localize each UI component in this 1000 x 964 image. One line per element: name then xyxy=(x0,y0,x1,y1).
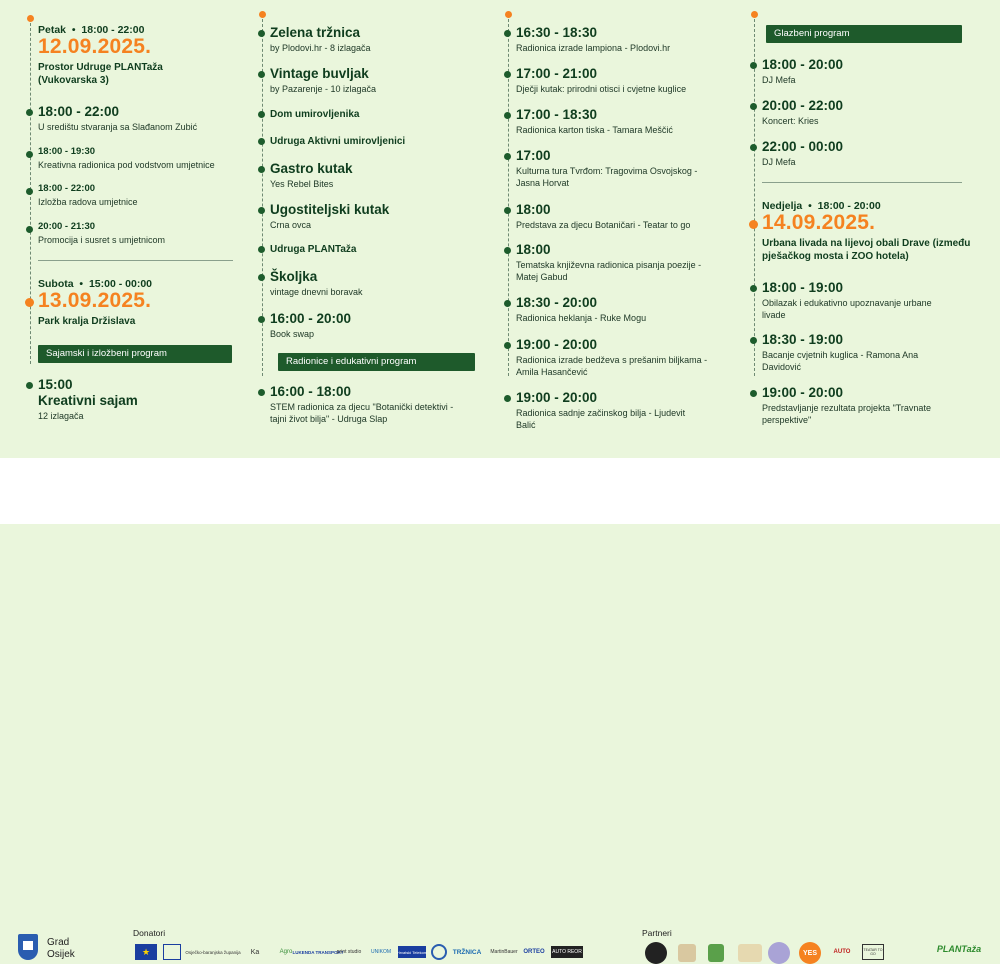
eu-flag-icon: ★ xyxy=(135,944,157,960)
event-time: 17:00 - 18:30 xyxy=(516,107,598,122)
stand-item xyxy=(262,25,477,54)
event-title: Kreativni sajam xyxy=(38,393,138,408)
event-item xyxy=(754,57,969,86)
donor-logo-lukenda: LUKENDA TRANSPORT xyxy=(292,949,344,955)
event-time: 17:00 - 21:00 xyxy=(516,66,598,81)
timeline-dot xyxy=(26,188,33,195)
event-desc: Kreativna radionica pod vodstvom umjetnice xyxy=(38,160,215,170)
divider xyxy=(762,182,962,183)
event-item xyxy=(508,295,733,324)
event-time: 19:00 - 20:00 xyxy=(762,385,844,400)
event-item xyxy=(508,66,733,95)
event-time: 19:00 - 20:00 xyxy=(516,390,598,405)
stand-name: Ugostiteljski kutak xyxy=(270,202,390,217)
event-time: 16:30 - 18:30 xyxy=(516,25,598,40)
stand-item xyxy=(262,108,477,121)
date-heading: 13.09.2025. xyxy=(38,289,152,312)
event-time: 15:00 xyxy=(38,377,73,392)
event-desc: STEM radionica za djecu "Botanički detektivi - tajni život bilja" - Udruga Slap xyxy=(270,402,454,424)
event-desc: Radionica karton tiska - Tamara Meščić xyxy=(516,125,673,135)
city-crest-icon xyxy=(18,934,38,960)
event-item xyxy=(508,242,733,283)
partner-logo-teatar: TEATAR TO GO xyxy=(862,944,884,960)
event-time: 18:00 xyxy=(516,202,551,217)
timeline-dot xyxy=(504,153,511,160)
event-desc: Bacanje cvjetnih kuglica - Ramona Ana Davidović xyxy=(762,350,919,372)
stand-desc: Book swap xyxy=(270,329,315,339)
donor-logo-kamen xyxy=(431,944,447,960)
event-item xyxy=(30,183,240,208)
event-item xyxy=(508,107,733,136)
venue: Park kralja Držislava xyxy=(38,316,136,327)
event-desc: Koncert: Kries xyxy=(762,116,819,126)
stand-item xyxy=(262,243,477,256)
day-name: Nedjelja xyxy=(762,200,803,212)
timeline-dot xyxy=(750,144,757,151)
event-desc: DJ Mefa xyxy=(762,157,796,167)
stand-desc: by Pazarenje - 10 izlagača xyxy=(270,84,377,94)
section-banner-music: Glazbeni program xyxy=(766,25,962,43)
stand-name: Vintage buvljak xyxy=(270,66,369,81)
venue: Urbana livada na lijevoj obali Drave (između pješačkog mosta i ZOO hotela) xyxy=(762,238,971,262)
event-item xyxy=(754,139,969,168)
timeline-dot xyxy=(258,274,265,281)
section-banner-fair: Sajamski i izložbeni program xyxy=(38,345,232,363)
donor-logo-print: print studio xyxy=(336,949,362,955)
event-desc: Predstavljanje rezultata projekta "Travnate perspektive" xyxy=(762,403,931,425)
date-heading: 12.09.2025. xyxy=(38,35,152,58)
timeline-dot xyxy=(750,390,757,397)
event-item xyxy=(754,332,969,373)
stand-name: Udruga Aktivni umirovljenici xyxy=(270,136,406,147)
timeline-dot xyxy=(26,226,33,233)
timeline-dot xyxy=(258,389,265,396)
event-time: 18:00 xyxy=(516,242,551,257)
stand-desc: Yes Rebel Bites xyxy=(270,179,334,189)
timeline-dot xyxy=(258,166,265,173)
day-header-sunday: Nedjelja • 18:00 - 20:00 14.09.2025. Urbana livada na lijevoj obali Drave (između pješačkog mosta i ZOO hotela) xyxy=(754,200,969,263)
partner-logo-auto: AUTO xyxy=(833,949,851,955)
event-desc: 12 izlagača xyxy=(38,411,84,421)
event-item xyxy=(754,280,969,321)
timeline-dot xyxy=(504,247,511,254)
timeline-dot xyxy=(258,207,265,214)
partner-logo-5 xyxy=(768,942,790,964)
event-desc: U središtu stvaranja sa Slađanom Zubić xyxy=(38,122,198,132)
venue: Prostor Udruge PLANTaža (Vukovarska 3) xyxy=(38,62,163,86)
timeline-dot xyxy=(504,30,511,37)
stand-item xyxy=(262,311,477,340)
date-heading: 14.09.2025. xyxy=(762,211,876,234)
event-time: 19:00 - 20:00 xyxy=(516,337,598,352)
event-time: 18:00 - 19:30 xyxy=(38,146,96,157)
timeline-dot xyxy=(26,109,33,116)
day-header-friday: Petak • 18:00 - 22:00 12.09.2025. Prostor Udruge PLANTaža (Vukovarska 3) xyxy=(30,24,240,87)
event-time: 18:00 - 20:00 xyxy=(762,57,844,72)
stand-item xyxy=(262,202,477,231)
donor-logo-agro: Agro xyxy=(279,949,293,955)
partners-label: Partneri xyxy=(642,928,672,938)
timeline-dot xyxy=(504,300,511,307)
day-time: 18:00 - 22:00 xyxy=(81,24,145,36)
event-item xyxy=(30,377,240,422)
event-desc: Radionica heklanja - Ruke Mogu xyxy=(516,313,647,323)
event-time: 18:00 - 19:00 xyxy=(762,280,844,295)
day-time: 15:00 - 00:00 xyxy=(88,278,152,290)
stand-name: 16:00 - 20:00 xyxy=(270,311,352,326)
timeline-dot xyxy=(258,246,265,253)
event-desc: Dječji kutak: prirodni otisci i cvjetne kuglice xyxy=(516,84,687,94)
timeline-dot xyxy=(750,103,757,110)
event-time: 17:00 xyxy=(516,148,551,163)
column-music-sunday xyxy=(754,0,969,458)
timeline-dot xyxy=(26,151,33,158)
donor-logo-county: Osječko-baranjska županija xyxy=(185,949,241,955)
event-item xyxy=(30,221,240,246)
donor-logo-martinbauer: MartinBauer xyxy=(490,949,518,955)
donors-label: Donatori xyxy=(133,928,166,938)
event-time: 16:00 - 18:00 xyxy=(270,384,352,399)
event-desc: Radionica izrade lampiona - Plodovi.hr xyxy=(516,43,671,53)
stand-item xyxy=(262,66,477,95)
event-desc: Tematska književna radionica pisanja poezije - Matej Gabud xyxy=(516,260,702,282)
day-header-saturday: Subota • 15:00 - 00:00 13.09.2025. Park kralja Držislava xyxy=(30,278,240,328)
timeline-dot xyxy=(504,395,511,402)
donor-logo-telekom: Hrvatski Telekom xyxy=(398,946,426,958)
event-time: 18:30 - 19:00 xyxy=(762,332,844,347)
event-time: 20:00 - 22:00 xyxy=(762,98,844,113)
stand-name: Zelena tržnica xyxy=(270,25,361,40)
stand-name: Dom umirovljenika xyxy=(270,109,360,120)
event-item xyxy=(508,25,733,54)
event-desc: Kulturna tura Tvrđom: Tragovima Osvojskog - Jasna Horvat xyxy=(516,166,698,188)
donor-logo-unikom: UNIKOM xyxy=(371,949,391,955)
stand-item xyxy=(262,269,477,298)
event-item xyxy=(30,146,240,171)
timeline-dot xyxy=(25,298,34,307)
sponsor-footer xyxy=(0,458,1000,960)
event-item xyxy=(754,98,969,127)
stand-name: Školjka xyxy=(270,269,318,284)
timeline-dot xyxy=(504,342,511,349)
event-time: 20:00 - 21:30 xyxy=(38,221,96,232)
donor-logo-orteo: ORTEO xyxy=(523,949,545,955)
timeline-dot xyxy=(504,207,511,214)
timeline-dot xyxy=(258,30,265,37)
event-item xyxy=(508,202,733,231)
timeline-dot xyxy=(258,111,265,118)
event-desc: DJ Mefa xyxy=(762,75,796,85)
column-friday-saturday xyxy=(30,0,240,458)
event-item xyxy=(754,385,969,426)
stand-desc: by Plodovi.hr - 8 izlagača xyxy=(270,43,371,53)
city-name: Grad Osijek xyxy=(47,937,75,960)
timeline-dot xyxy=(258,71,265,78)
partner-logo-3 xyxy=(708,944,724,962)
divider xyxy=(38,260,233,261)
stand-item xyxy=(262,161,477,190)
donor-logo-autoreor: AUTO REOR xyxy=(551,946,583,958)
stand-item xyxy=(262,135,477,148)
timeline-dot xyxy=(504,112,511,119)
timeline-dot xyxy=(750,285,757,292)
partner-logo-2 xyxy=(678,944,696,962)
stand-desc: vintage dnevni boravak xyxy=(270,287,363,297)
partner-logo-yes: YES xyxy=(799,942,821,964)
column-workshops xyxy=(508,0,733,458)
event-item xyxy=(30,104,240,133)
timeline-dot xyxy=(26,382,33,389)
day-time: 18:00 - 20:00 xyxy=(817,200,881,212)
event-time: 22:00 - 00:00 xyxy=(762,139,844,154)
column-stands-workshops xyxy=(262,0,477,458)
timeline-dot xyxy=(749,220,758,229)
timeline-dot xyxy=(504,71,511,78)
event-item xyxy=(508,148,733,189)
donor-logo-ka: Ka xyxy=(250,948,260,956)
partner-logo-4 xyxy=(738,944,762,962)
timeline-dot xyxy=(750,62,757,69)
day-name: Petak xyxy=(38,24,67,36)
timeline-dot xyxy=(258,138,265,145)
stand-name: Udruga PLANTaža xyxy=(270,244,357,255)
section-banner-workshops: Radionice i edukativni program xyxy=(278,353,475,371)
event-desc: Radionica sadnje začinskog bilja - Ljudevit Balić xyxy=(516,408,686,430)
stand-desc: Crna ovca xyxy=(270,220,312,230)
event-time: 18:00 - 22:00 xyxy=(38,183,96,194)
event-desc: Obilazak i edukativno upoznavanje urbane livade xyxy=(762,298,932,320)
event-item xyxy=(262,384,477,425)
event-desc: Radionica izrade bedževa s prešanim biljkama - Amila Hasančević xyxy=(516,355,708,377)
day-name: Subota xyxy=(38,278,74,290)
event-time: 18:00 - 22:00 xyxy=(38,104,120,119)
event-desc: Promocija i susret s umjetnicom xyxy=(38,235,166,245)
event-desc: Izložba radova umjetnice xyxy=(38,197,138,207)
stand-name: Gastro kutak xyxy=(270,161,353,176)
event-item xyxy=(508,390,733,431)
event-desc: Predstava za djecu Botaničari - Teatar to go xyxy=(516,220,691,230)
ministry-logo xyxy=(163,944,181,960)
plantaza-logo: PLANTaža xyxy=(936,944,982,954)
event-item xyxy=(508,337,733,378)
donor-logo-trznica: TRŽNICA xyxy=(452,948,482,956)
partner-logo-1 xyxy=(645,942,667,964)
timeline-dot xyxy=(750,337,757,344)
event-time: 18:30 - 20:00 xyxy=(516,295,598,310)
timeline-dot xyxy=(258,316,265,323)
